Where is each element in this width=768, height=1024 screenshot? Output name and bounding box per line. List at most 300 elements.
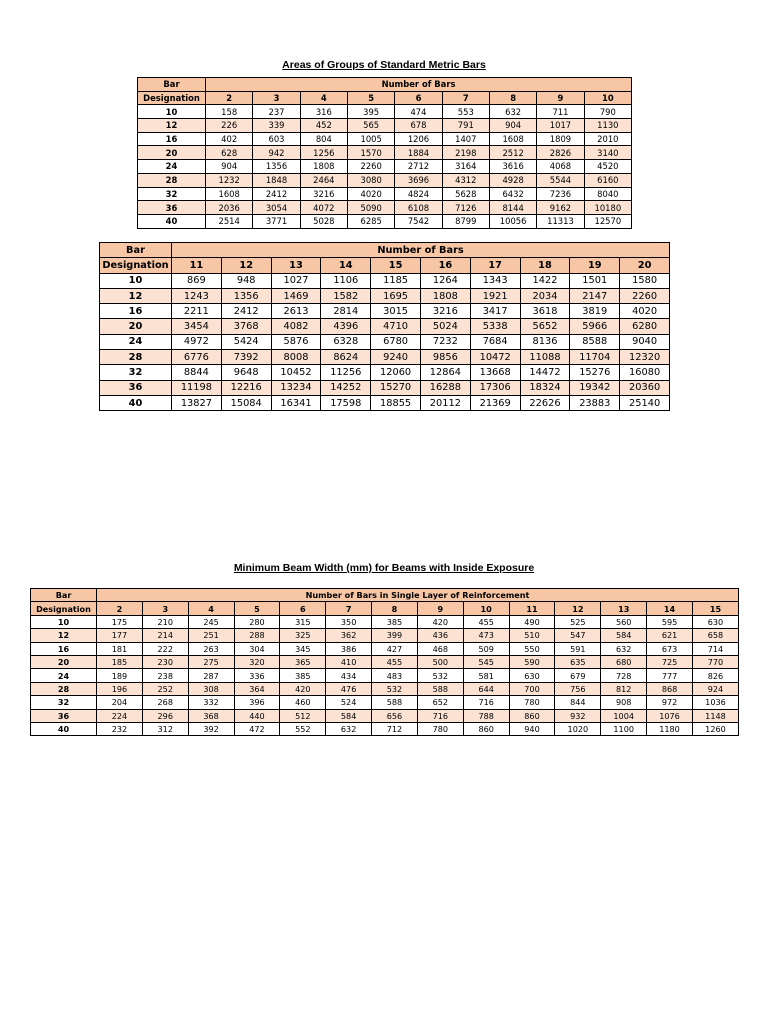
value-cell: 483 xyxy=(372,669,418,682)
value-cell: 19342 xyxy=(570,380,620,395)
value-cell: 1185 xyxy=(371,273,421,288)
value-cell: 3618 xyxy=(520,304,570,319)
table-row xyxy=(138,119,632,133)
value-cell: 1407 xyxy=(442,132,489,146)
areas-table-2-to-10 xyxy=(137,77,632,229)
value-cell: 13668 xyxy=(470,365,520,380)
bar-designation-cell: 20 xyxy=(138,146,206,160)
column-header: 15 xyxy=(371,258,421,273)
column-header: 18 xyxy=(520,258,570,273)
value-cell: 8008 xyxy=(271,350,321,365)
value-cell: 25140 xyxy=(620,395,670,410)
table-row xyxy=(31,722,739,735)
value-cell: 1106 xyxy=(321,273,371,288)
value-cell: 17598 xyxy=(321,395,371,410)
value-cell: 940 xyxy=(509,722,555,735)
value-cell: 868 xyxy=(647,682,693,695)
column-header-row xyxy=(31,602,739,615)
value-cell: 17306 xyxy=(470,380,520,395)
bar-designation-cell: 20 xyxy=(31,655,97,668)
value-cell: 1036 xyxy=(692,696,738,709)
value-cell: 185 xyxy=(97,655,143,668)
value-cell: 18855 xyxy=(371,395,421,410)
value-cell: 251 xyxy=(188,629,234,642)
column-header: 9 xyxy=(417,602,463,615)
value-cell: 812 xyxy=(601,682,647,695)
value-cell: 296 xyxy=(142,709,188,722)
value-cell: 1501 xyxy=(570,273,620,288)
value-cell: 790 xyxy=(584,105,631,119)
bar-designation-cell: 40 xyxy=(100,395,172,410)
value-cell: 350 xyxy=(326,615,372,628)
value-cell: 1356 xyxy=(253,160,300,174)
value-cell: 368 xyxy=(188,709,234,722)
value-cell: 2826 xyxy=(537,146,584,160)
table-row xyxy=(138,146,632,160)
value-cell: 395 xyxy=(347,105,394,119)
value-cell: 237 xyxy=(253,105,300,119)
value-cell: 860 xyxy=(509,709,555,722)
value-cell: 869 xyxy=(172,273,222,288)
value-cell: 332 xyxy=(188,696,234,709)
value-cell: 15276 xyxy=(570,365,620,380)
value-cell: 3616 xyxy=(489,160,536,174)
value-cell: 6108 xyxy=(395,201,442,215)
value-cell: 1180 xyxy=(647,722,693,735)
value-cell: 942 xyxy=(253,146,300,160)
value-cell: 632 xyxy=(489,105,536,119)
column-header: 10 xyxy=(584,91,631,105)
value-cell: 630 xyxy=(509,669,555,682)
column-header: 19 xyxy=(570,258,620,273)
column-header: 16 xyxy=(420,258,470,273)
value-cell: 325 xyxy=(280,629,326,642)
value-cell: 560 xyxy=(601,615,647,628)
column-header: 8 xyxy=(372,602,418,615)
value-cell: 5876 xyxy=(271,334,321,349)
value-cell: 1695 xyxy=(371,288,421,303)
value-cell: 230 xyxy=(142,655,188,668)
value-cell: 545 xyxy=(463,655,509,668)
value-cell: 591 xyxy=(555,642,601,655)
value-cell: 632 xyxy=(601,642,647,655)
value-cell: 3164 xyxy=(442,160,489,174)
value-cell: 245 xyxy=(188,615,234,628)
value-cell: 402 xyxy=(206,132,253,146)
table-row xyxy=(31,629,739,642)
value-cell: 4020 xyxy=(347,187,394,201)
value-cell: 1608 xyxy=(206,187,253,201)
value-cell: 3696 xyxy=(395,173,442,187)
value-cell: 214 xyxy=(142,629,188,642)
value-cell: 474 xyxy=(395,105,442,119)
areas-table-title: Areas of Groups of Standard Metric Bars xyxy=(282,59,486,71)
value-cell: 1148 xyxy=(692,709,738,722)
header-row xyxy=(100,243,670,258)
column-header: 14 xyxy=(647,602,693,615)
column-header: 6 xyxy=(395,91,442,105)
value-cell: 287 xyxy=(188,669,234,682)
value-cell: 588 xyxy=(372,696,418,709)
value-cell: 780 xyxy=(417,722,463,735)
value-cell: 525 xyxy=(555,615,601,628)
value-cell: 4520 xyxy=(584,160,631,174)
value-cell: 8844 xyxy=(172,365,222,380)
value-cell: 5424 xyxy=(221,334,271,349)
value-cell: 4072 xyxy=(300,201,347,215)
column-header: 14 xyxy=(321,258,371,273)
column-header: 15 xyxy=(692,602,738,615)
table-row xyxy=(31,709,739,722)
areas-table-11-to-20 xyxy=(99,242,670,411)
value-cell: 420 xyxy=(280,682,326,695)
value-cell: 644 xyxy=(463,682,509,695)
bar-designation-cell: 40 xyxy=(138,214,206,228)
value-cell: 1356 xyxy=(221,288,271,303)
value-cell: 7236 xyxy=(537,187,584,201)
value-cell: 385 xyxy=(280,669,326,682)
value-cell: 1027 xyxy=(271,273,321,288)
value-cell: 2260 xyxy=(620,288,670,303)
value-cell: 434 xyxy=(326,669,372,682)
column-header: 2 xyxy=(206,91,253,105)
value-cell: 364 xyxy=(234,682,280,695)
bar-designation-cell: 10 xyxy=(100,273,172,288)
value-cell: 8624 xyxy=(321,350,371,365)
column-header-row xyxy=(138,91,632,105)
table-row xyxy=(100,395,670,410)
value-cell: 680 xyxy=(601,655,647,668)
value-cell: 460 xyxy=(280,696,326,709)
column-header: 13 xyxy=(271,258,321,273)
value-cell: 7542 xyxy=(395,214,442,228)
value-cell: 532 xyxy=(417,669,463,682)
value-cell: 4082 xyxy=(271,319,321,334)
value-cell: 1206 xyxy=(395,132,442,146)
value-cell: 588 xyxy=(417,682,463,695)
bar-designation-cell: 10 xyxy=(31,615,97,628)
value-cell: 3054 xyxy=(253,201,300,215)
value-cell: 238 xyxy=(142,669,188,682)
value-cell: 584 xyxy=(326,709,372,722)
value-cell: 315 xyxy=(280,615,326,628)
value-cell: 7126 xyxy=(442,201,489,215)
value-cell: 9856 xyxy=(420,350,470,365)
value-cell: 455 xyxy=(463,615,509,628)
header-row xyxy=(31,589,739,602)
value-cell: 399 xyxy=(372,629,418,642)
value-cell: 1582 xyxy=(321,288,371,303)
value-cell: 552 xyxy=(280,722,326,735)
value-cell: 4972 xyxy=(172,334,222,349)
value-cell: 3080 xyxy=(347,173,394,187)
value-cell: 1005 xyxy=(347,132,394,146)
value-cell: 4824 xyxy=(395,187,442,201)
value-cell: 452 xyxy=(300,119,347,133)
value-cell: 532 xyxy=(372,682,418,695)
value-cell: 1020 xyxy=(555,722,601,735)
value-cell: 2514 xyxy=(206,214,253,228)
value-cell: 3454 xyxy=(172,319,222,334)
value-cell: 590 xyxy=(509,655,555,668)
value-cell: 316 xyxy=(300,105,347,119)
value-cell: 15084 xyxy=(221,395,271,410)
group-header: Number of Bars xyxy=(172,243,670,258)
value-cell: 972 xyxy=(647,696,693,709)
header-row xyxy=(138,78,632,92)
value-cell: 656 xyxy=(372,709,418,722)
value-cell: 584 xyxy=(601,629,647,642)
bar-designation-cell: 40 xyxy=(31,722,97,735)
value-cell: 1808 xyxy=(420,288,470,303)
table-row xyxy=(100,380,670,395)
bar-designation-cell: 24 xyxy=(31,669,97,682)
value-cell: 1808 xyxy=(300,160,347,174)
value-cell: 23883 xyxy=(570,395,620,410)
value-cell: 547 xyxy=(555,629,601,642)
value-cell: 473 xyxy=(463,629,509,642)
value-cell: 12320 xyxy=(620,350,670,365)
bar-designation-cell: 16 xyxy=(138,132,206,146)
value-cell: 5652 xyxy=(520,319,570,334)
beam-width-table xyxy=(30,588,739,736)
value-cell: 312 xyxy=(142,722,188,735)
group-header: Number of Bars in Single Layer of Reinforcement xyxy=(97,589,739,602)
value-cell: 5028 xyxy=(300,214,347,228)
value-cell: 1004 xyxy=(601,709,647,722)
bar-designation-cell: 10 xyxy=(138,105,206,119)
value-cell: 652 xyxy=(417,696,463,709)
value-cell: 476 xyxy=(326,682,372,695)
table-row xyxy=(31,615,739,628)
value-cell: 204 xyxy=(97,696,143,709)
column-header: 8 xyxy=(489,91,536,105)
value-cell: 15270 xyxy=(371,380,421,395)
bar-designation-cell: 12 xyxy=(31,629,97,642)
column-header: 2 xyxy=(97,602,143,615)
bar-designation-cell: 36 xyxy=(100,380,172,395)
value-cell: 924 xyxy=(692,682,738,695)
value-cell: 320 xyxy=(234,655,280,668)
table-row xyxy=(100,273,670,288)
value-cell: 2613 xyxy=(271,304,321,319)
value-cell: 22626 xyxy=(520,395,570,410)
value-cell: 10056 xyxy=(489,214,536,228)
value-cell: 2712 xyxy=(395,160,442,174)
value-cell: 716 xyxy=(463,696,509,709)
value-cell: 635 xyxy=(555,655,601,668)
bar-header-line2: Designation xyxy=(31,602,97,615)
value-cell: 1570 xyxy=(347,146,394,160)
bar-header-line1: Bar xyxy=(31,589,97,602)
value-cell: 4312 xyxy=(442,173,489,187)
value-cell: 716 xyxy=(417,709,463,722)
value-cell: 1243 xyxy=(172,288,222,303)
value-cell: 500 xyxy=(417,655,463,668)
value-cell: 9240 xyxy=(371,350,421,365)
column-header: 3 xyxy=(253,91,300,105)
bar-designation-cell: 36 xyxy=(31,709,97,722)
value-cell: 13827 xyxy=(172,395,222,410)
value-cell: 1809 xyxy=(537,132,584,146)
value-cell: 510 xyxy=(509,629,555,642)
value-cell: 553 xyxy=(442,105,489,119)
value-cell: 5338 xyxy=(470,319,520,334)
value-cell: 4928 xyxy=(489,173,536,187)
value-cell: 714 xyxy=(692,642,738,655)
value-cell: 196 xyxy=(97,682,143,695)
value-cell: 2211 xyxy=(172,304,222,319)
value-cell: 6285 xyxy=(347,214,394,228)
value-cell: 4396 xyxy=(321,319,371,334)
value-cell: 13234 xyxy=(271,380,321,395)
column-header: 5 xyxy=(234,602,280,615)
value-cell: 712 xyxy=(372,722,418,735)
beam-width-table-title: Minimum Beam Width (mm) for Beams with Inside Exposure xyxy=(233,562,535,574)
value-cell: 12570 xyxy=(584,214,631,228)
value-cell: 1076 xyxy=(647,709,693,722)
value-cell: 252 xyxy=(142,682,188,695)
value-cell: 8136 xyxy=(520,334,570,349)
bar-designation-cell: 28 xyxy=(100,350,172,365)
value-cell: 2036 xyxy=(206,201,253,215)
column-header: 6 xyxy=(280,602,326,615)
value-cell: 2198 xyxy=(442,146,489,160)
value-cell: 700 xyxy=(509,682,555,695)
value-cell: 1130 xyxy=(584,119,631,133)
value-cell: 3768 xyxy=(221,319,271,334)
value-cell: 1884 xyxy=(395,146,442,160)
value-cell: 16341 xyxy=(271,395,321,410)
value-cell: 20360 xyxy=(620,380,670,395)
value-cell: 9648 xyxy=(221,365,271,380)
value-cell: 4710 xyxy=(371,319,421,334)
value-cell: 826 xyxy=(692,669,738,682)
value-cell: 603 xyxy=(253,132,300,146)
table-row xyxy=(31,682,739,695)
value-cell: 9162 xyxy=(537,201,584,215)
value-cell: 21369 xyxy=(470,395,520,410)
value-cell: 410 xyxy=(326,655,372,668)
value-cell: 3140 xyxy=(584,146,631,160)
value-cell: 468 xyxy=(417,642,463,655)
bar-designation-cell: 28 xyxy=(31,682,97,695)
value-cell: 1848 xyxy=(253,173,300,187)
value-cell: 711 xyxy=(537,105,584,119)
table-row xyxy=(100,334,670,349)
column-header: 11 xyxy=(172,258,222,273)
value-cell: 621 xyxy=(647,629,693,642)
value-cell: 14472 xyxy=(520,365,570,380)
value-cell: 1921 xyxy=(470,288,520,303)
value-cell: 10180 xyxy=(584,201,631,215)
value-cell: 275 xyxy=(188,655,234,668)
value-cell: 770 xyxy=(692,655,738,668)
table-row xyxy=(138,160,632,174)
value-cell: 440 xyxy=(234,709,280,722)
value-cell: 336 xyxy=(234,669,280,682)
table-row xyxy=(138,173,632,187)
value-cell: 756 xyxy=(555,682,601,695)
value-cell: 4020 xyxy=(620,304,670,319)
value-cell: 908 xyxy=(601,696,647,709)
value-cell: 3771 xyxy=(253,214,300,228)
value-cell: 581 xyxy=(463,669,509,682)
value-cell: 524 xyxy=(326,696,372,709)
value-cell: 436 xyxy=(417,629,463,642)
bar-designation-cell: 16 xyxy=(31,642,97,655)
value-cell: 1260 xyxy=(692,722,738,735)
value-cell: 1232 xyxy=(206,173,253,187)
value-cell: 1343 xyxy=(470,273,520,288)
value-cell: 10472 xyxy=(470,350,520,365)
value-cell: 20112 xyxy=(420,395,470,410)
value-cell: 345 xyxy=(280,642,326,655)
value-cell: 932 xyxy=(555,709,601,722)
value-cell: 3216 xyxy=(420,304,470,319)
table-row xyxy=(138,187,632,201)
table-row xyxy=(100,304,670,319)
value-cell: 12216 xyxy=(221,380,271,395)
value-cell: 2034 xyxy=(520,288,570,303)
value-cell: 5544 xyxy=(537,173,584,187)
table-row xyxy=(31,696,739,709)
value-cell: 844 xyxy=(555,696,601,709)
column-header: 13 xyxy=(601,602,647,615)
value-cell: 5966 xyxy=(570,319,620,334)
bar-designation-cell: 36 xyxy=(138,201,206,215)
value-cell: 427 xyxy=(372,642,418,655)
value-cell: 11256 xyxy=(321,365,371,380)
value-cell: 2464 xyxy=(300,173,347,187)
value-cell: 632 xyxy=(326,722,372,735)
value-cell: 679 xyxy=(555,669,601,682)
value-cell: 6432 xyxy=(489,187,536,201)
value-cell: 725 xyxy=(647,655,693,668)
bar-designation-cell: 32 xyxy=(31,696,97,709)
value-cell: 2260 xyxy=(347,160,394,174)
value-cell: 224 xyxy=(97,709,143,722)
value-cell: 8040 xyxy=(584,187,631,201)
table-row xyxy=(138,201,632,215)
value-cell: 565 xyxy=(347,119,394,133)
value-cell: 5090 xyxy=(347,201,394,215)
column-header: 12 xyxy=(221,258,271,273)
column-header: 9 xyxy=(537,91,584,105)
value-cell: 490 xyxy=(509,615,555,628)
value-cell: 904 xyxy=(489,119,536,133)
value-cell: 3819 xyxy=(570,304,620,319)
value-cell: 11198 xyxy=(172,380,222,395)
table-row xyxy=(31,642,739,655)
column-header: 7 xyxy=(326,602,372,615)
column-header: 5 xyxy=(347,91,394,105)
value-cell: 2010 xyxy=(584,132,631,146)
value-cell: 12060 xyxy=(371,365,421,380)
value-cell: 232 xyxy=(97,722,143,735)
table-row xyxy=(100,288,670,303)
value-cell: 4068 xyxy=(537,160,584,174)
value-cell: 268 xyxy=(142,696,188,709)
bar-header-line1: Bar xyxy=(100,243,172,258)
value-cell: 1422 xyxy=(520,273,570,288)
bar-designation-cell: 32 xyxy=(138,187,206,201)
column-header: 10 xyxy=(463,602,509,615)
bar-designation-cell: 16 xyxy=(100,304,172,319)
value-cell: 263 xyxy=(188,642,234,655)
table-row xyxy=(138,105,632,119)
value-cell: 6776 xyxy=(172,350,222,365)
